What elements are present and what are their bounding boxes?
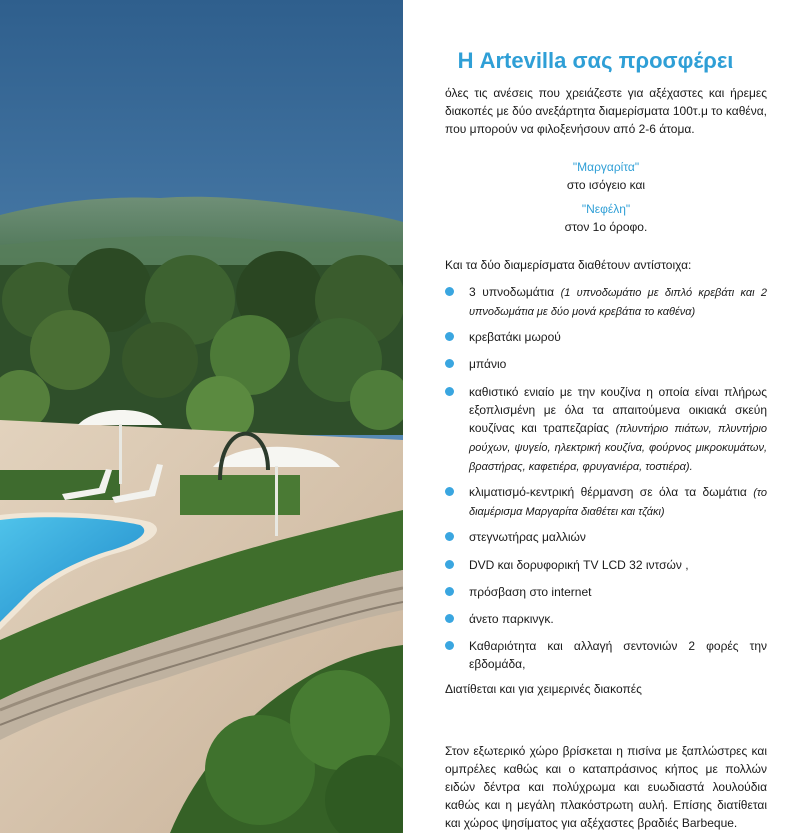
bullet-icon	[445, 387, 454, 396]
list-item	[445, 528, 767, 546]
feature-note: (το διαμέρισμα Μαργαρίτα διαθέτει και τζάκι)	[469, 487, 767, 518]
list-item	[445, 610, 767, 628]
bullet-icon	[445, 332, 454, 341]
features-lead: Και τα δύο διαμερίσματα διαθέτουν αντίστοιχα:	[445, 258, 692, 272]
bullet-icon	[445, 532, 454, 541]
list-item	[445, 328, 767, 346]
feature-note: (πλυντήριο πιάτων, πλυντήριο ρούχων, ψυγείο, ηλεκτρική κουζίνα, φούρνος μικροκυμάτων, βραστήρας, καφετιέρα, φρυγανιέρα, τοστιέρα).	[469, 423, 768, 473]
feature-text: DVD και δορυφορική TV LCD 32 ιντσών ,	[469, 558, 689, 572]
intro-paragraph: όλες τις ανέσεις που χρειάζεστε για αξέχαστες και ήρεμες διακοπές με δύο ανεξάρτητα διαμερίσματα 100τ.μ το καθένα, που μπορούν να φιλοξενήσουν από 2-6 άτομα.	[445, 86, 767, 136]
bullet-icon	[445, 614, 454, 623]
bullet-icon	[445, 587, 454, 596]
list-item	[445, 483, 767, 521]
winter-availability: Διατίθεται και για χειμερινές διακοπές	[445, 682, 642, 696]
feature-text: άνετο παρκινγκ.	[469, 612, 554, 626]
apartment-nefeli	[445, 200, 767, 236]
list-item	[445, 556, 767, 574]
apartment-name: "Νεφέλη"	[581, 202, 631, 216]
apartment-location: στον 1ο όροφο.	[564, 220, 648, 234]
list-item	[445, 383, 767, 476]
feature-text: κρεβατάκι μωρού	[469, 330, 561, 344]
feature-text: στεγνωτήρας μαλλιών	[469, 530, 586, 544]
feature-text: 3 υπνοδωμάτια	[469, 285, 555, 299]
bullet-icon	[445, 560, 454, 569]
bullet-icon	[445, 487, 454, 496]
apartment-location: στο ισόγειο και	[566, 178, 646, 192]
feature-text: μπάνιο	[469, 357, 507, 371]
feature-note: (1 υπνοδωμάτιο με διπλό κρεβάτι και 2 υπνοδωμάτια με δύο μονά κρεβάτια το καθένα)	[469, 287, 767, 318]
feature-text: πρόσβαση στο internet	[469, 585, 592, 599]
bullet-icon	[445, 287, 454, 296]
page-title: Η Artevilla σας προσφέρει	[457, 48, 734, 73]
apartment-name: "Μαργαρίτα"	[572, 160, 640, 174]
list-item	[445, 355, 767, 373]
list-item	[445, 583, 767, 601]
bullet-icon	[445, 641, 454, 650]
apartment-margarita	[445, 158, 767, 194]
list-item	[445, 283, 767, 321]
list-item	[445, 637, 767, 673]
feature-text: Καθαριότητα και αλλαγή σεντονιών 2 φορές την εβδομάδα,	[469, 639, 767, 671]
bullet-icon	[445, 359, 454, 368]
feature-text: κλιματισμό-κεντρική θέρμανση σε όλα τα δωμάτια	[469, 485, 747, 499]
outdoor-paragraph: Στον εξωτερικό χώρο βρίσκεται η πισίνα με ξαπλώστρες και ομπρέλες καθώς και ο καταπράσινος κήπος με πολλών ειδών δέντρα και πολύχρωμα και ευωδιαστά λουλούδια καθώς και η μεγάλη πλακόστρωτη αυλή. Επίσης διατίθεται και χώρος ψησίματος για αξέχαστες βραδιές Barbeque.	[445, 744, 767, 830]
feature-text: καθιστικό ενιαίο με την κουζίνα η οποία είναι πλήρως εξοπλισμένη με όλα τα απαιτούμενα οικιακά σκεύη κουζίνας και τραπεζαρίας	[469, 385, 767, 435]
